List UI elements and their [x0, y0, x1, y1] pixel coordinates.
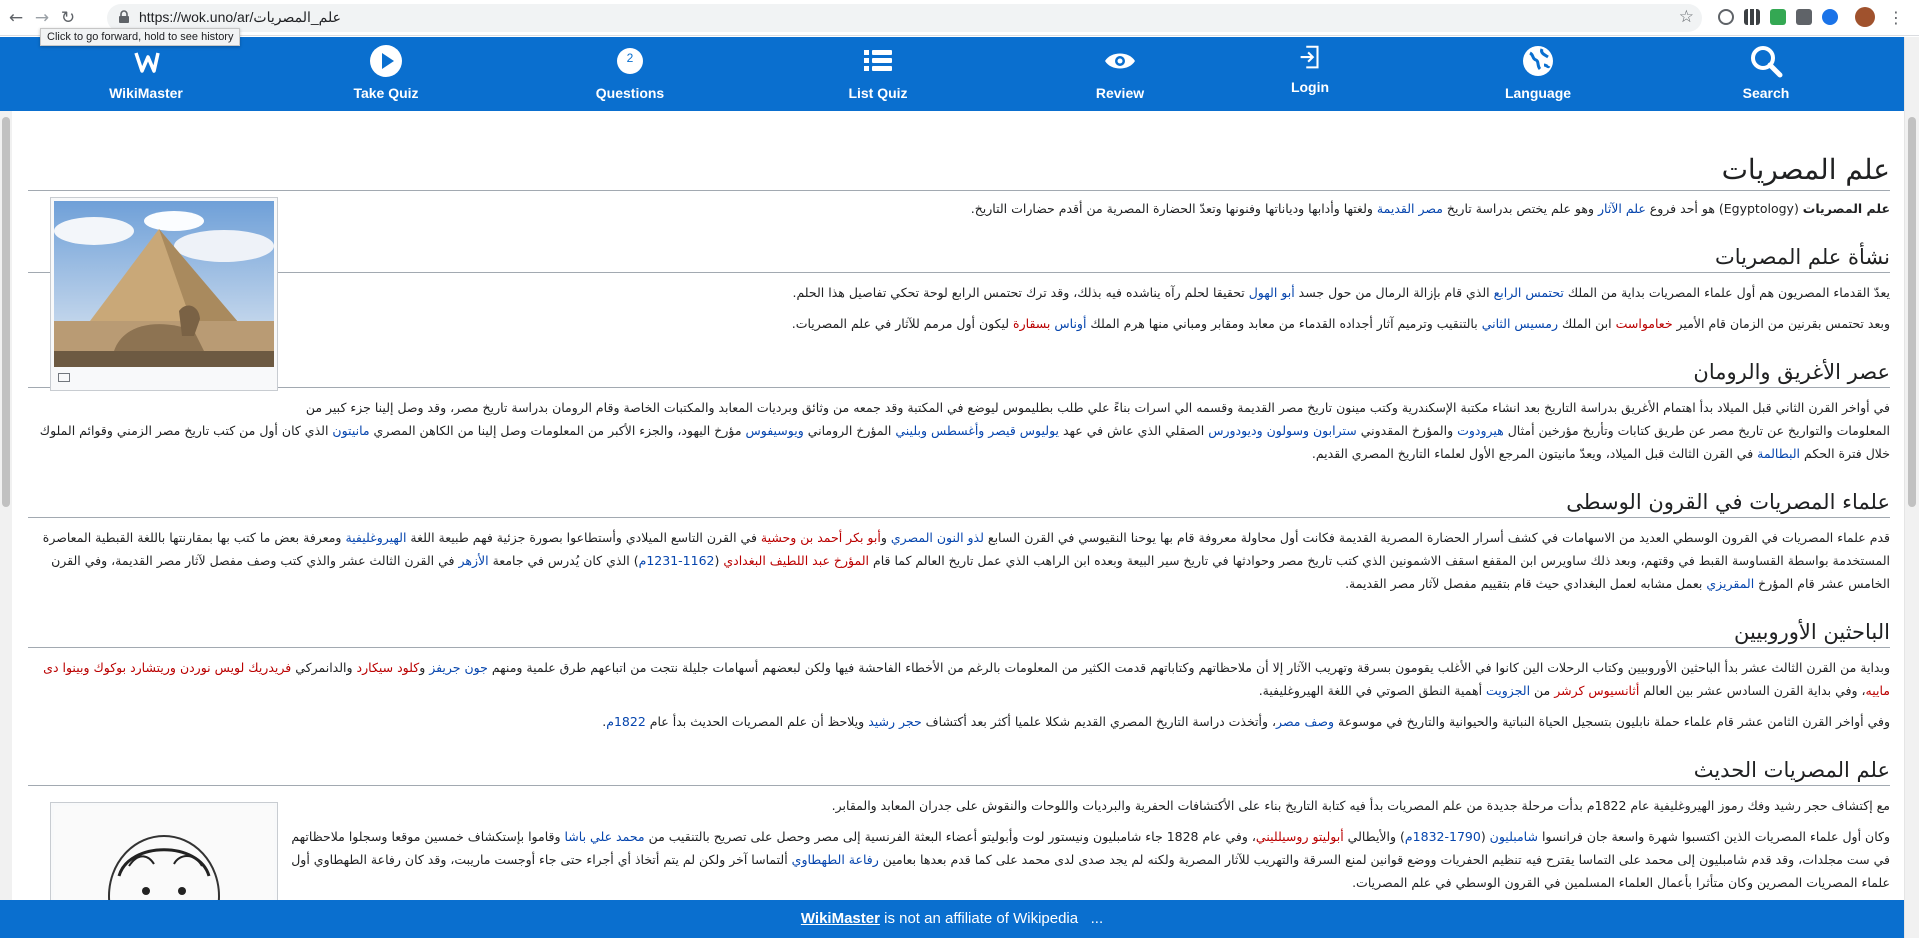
link-ancient-egypt[interactable]: مصر القديمة [1376, 201, 1443, 216]
text-span: ومعرفة بعض ما كتب بها بمقارنتها باللغة القبطية المعاصرة المستخدمة بواسطة القساوسة القبط في وقتهم، وبعد ذلك ساويرس ابن المقفع اسقف الاشمونين الذي كتب تاريخ مصر وحوادثها في تاريخ سير البيعة وبعده ابن الراهب الذي عمل تاريخ العالم كما قام [42, 530, 1890, 568]
article [28, 150, 1890, 900]
eye-icon [1102, 43, 1138, 79]
toolbar-wikimaster[interactable] [96, 37, 196, 111]
login-icon [1292, 43, 1328, 73]
text-span: في القرن التاسع الميلادي وأستطاعوا بصورة جزئية فهم طبيعة اللغة [406, 530, 761, 545]
extension-green-icon[interactable] [1770, 9, 1786, 25]
text-span: تحقيقا لحلم رآه يناشده فيه بذلك، وقد ترك تحتمس الرابع لوحة تحكي تفاصيل هذا الحلم. [792, 285, 1249, 300]
text-span: ) والأيطالي [1343, 829, 1405, 844]
profile-avatar[interactable] [1855, 7, 1875, 27]
banner-brand-link[interactable]: WikiMaster [800, 910, 880, 927]
toolbar-label: WikiMaster [109, 85, 183, 101]
address-bar[interactable] [107, 4, 1702, 32]
link-dhul-nun[interactable]: لذو النون المصري [890, 530, 984, 545]
link-description-egypt[interactable]: وصف مصر [1276, 714, 1335, 729]
text-span: وهو علم يختص بدراسة تاريخ [1442, 201, 1598, 216]
link-john-greaves[interactable]: جون جريفز [429, 660, 488, 675]
text-span: أهمية النطق الصوتي في اللغة الهيروغليفية. [1258, 683, 1487, 698]
toolbar-label: Login [1290, 79, 1330, 95]
enlarge-icon[interactable] [58, 373, 70, 382]
toolbar-label: Questions [595, 85, 665, 101]
link-herodotus[interactable]: هيرودوت [1457, 423, 1504, 438]
section-heading-origin: نشأة علم المصريات [28, 242, 1890, 273]
text-span: ( [1480, 829, 1490, 844]
forward-arrow-icon[interactable]: → [34, 8, 50, 28]
text-span: من [1530, 683, 1555, 698]
redlink-claude-sicard[interactable]: كلود سيكارد [356, 660, 420, 675]
text-span: والدانمركي [291, 660, 357, 675]
back-arrow-icon[interactable]: ← [8, 8, 24, 28]
forward-tooltip: Click to go forward, hold to see history [40, 28, 240, 46]
text-span: . [602, 714, 607, 729]
text-span: ، وفي بداية القرن السادس عشر بين العالم [1639, 683, 1866, 698]
text-span: وبعد تحتمس بقرنين من الزمان قام الأمير [1672, 316, 1890, 331]
link-strabo[interactable]: سترابون وسولون وديودورس [1208, 423, 1357, 438]
search-icon [1748, 43, 1784, 79]
europeans-paragraph-2 [28, 710, 1890, 733]
extension-icon[interactable] [1718, 9, 1734, 25]
toolbar-label: List Quiz [848, 85, 908, 101]
redlink-khaemwaset[interactable]: خعامواست [1615, 316, 1673, 331]
questions-badge: 2 [626, 51, 634, 65]
link-ramesses-ii[interactable]: رمسيس الثاني [1481, 316, 1559, 331]
text-span: وكان أول علماء المصريات الذين اكتسبوا شهرة واسعة جان فرانسوا [1537, 829, 1890, 844]
extension-blue-icon[interactable] [1822, 9, 1838, 25]
lock-icon [117, 10, 131, 24]
link-julius-caesar[interactable]: يوليوس قيصر وأغسطس وبليني [895, 423, 1060, 438]
toolbar-label: Search [1742, 85, 1790, 101]
link-jesuits[interactable]: الجزويت [1486, 683, 1531, 698]
text-span: الذي كان أول من كتب تاريخ مصر الزمني وقوائم الملوك خلال فترة الحكم [39, 423, 1890, 461]
europeans-paragraph-1 [28, 656, 1890, 702]
section-heading-modern: علم المصريات الحديث [28, 755, 1890, 786]
link-sphinx[interactable]: أبو الهول [1248, 285, 1295, 300]
toolbar-label: Review [1095, 85, 1145, 101]
section-heading-europeans: الباحثين الأوروبيين [28, 617, 1890, 648]
redlink-norden-pococke[interactable]: فريدريك لويس نوردن وريتشارد بوكوك وبينوا دى ماييه [43, 660, 1890, 698]
link-hieroglyphics[interactable]: الهيروغليفية [345, 530, 407, 545]
link-tahtawi[interactable]: رفاعة الطهطاوي [791, 852, 879, 867]
text-span: قدم علماء المصريات في القرون الوسطي العديد من الاسهامات في كشف أسرار الحضارة المصرية القديمة فكانت أول محاولة معروفة قام بها يوحنا النقيوسي في القرن السابع [983, 530, 1890, 545]
text-span: الصقلي الذي عاش في عهد [1059, 423, 1209, 438]
toolbar-take-quiz[interactable] [336, 37, 436, 111]
text-span: ليكون أول مرمم للآثار في علم المصريات. [791, 316, 1014, 331]
text-span: في القرن الثالث عشر والذي كتب وصف مفصل لآثار مصر القديمة، وفي القرن الخامس عشر قام المؤرخ [51, 553, 1890, 591]
toolbar-login[interactable] [1260, 37, 1360, 111]
scrollbar-thumb[interactable] [1908, 117, 1916, 507]
link-manetho[interactable]: مانيتون [332, 423, 370, 438]
redlink-ibn-wahshiyya[interactable]: أبو بكر أحمد بن وحشية [760, 530, 881, 545]
text-span: ويلاحظ أن علم المصريات الحديث بدأ عام [645, 714, 869, 729]
champollion-portrait-image [54, 806, 274, 900]
origin-paragraph-1 [28, 281, 1890, 304]
intro-bold: علم المصريات [1802, 201, 1890, 216]
text-span: ابن الملك [1558, 316, 1616, 331]
wikimaster-logo-icon [128, 43, 164, 79]
frame-scrollbar[interactable] [0, 111, 12, 901]
text-span: (Egyptology) هو أحد فروع [1645, 201, 1803, 216]
link-al-azhar[interactable]: الأزهر [458, 553, 489, 568]
text-span: في أواخر القرن الثاني قبل الميلاد بدأ اهتمام الأغريق بدراسة التاريخ بعد انشاء مكتبة الإسكندرية وكتب مينون تاريخ مصر القديمة وقسمه الي اسرات بناءً علي طلب بطليموس ليوضع في المكتبة وقد جمعه من وثائق وبرديات المعابد والمكتبات الخاصة وقام الرومان بدراسة تاريخ مصر، وقد وصل إلينا جزء كبير من المعلومات والتواريخ عن تاريخ مصر عن طريق كتابات وتأريخ مؤرخين أمثال [305, 400, 1890, 438]
text-span: ) الذي كان يُدرس في جامعة [488, 553, 639, 568]
text-span: في القرن الثالث قبل الميلاد، ويعدّ مانيتون المرجع الأول لعلماء التاريخ المصري القديم. [1311, 446, 1758, 461]
toolbar-label: Take Quiz [353, 85, 419, 101]
text-span: ، وفي عام 1828 جاء شامبليون ونيستور لوت وأبوليتو أعضاء البعثة الفرنسية إلى مصر وحصل على تصريح بالتنقيب من [644, 829, 1256, 844]
toolbar-language[interactable] [1488, 37, 1588, 111]
menu-dots-icon[interactable]: ⋮ [1888, 8, 1904, 27]
text-span: وفي أواخر القرن الثامن عشر قام علماء حملة نابليون بتسجيل الحياة النباتية والحيوانية والتاريخ في موسوعة [1334, 714, 1890, 729]
browser-chrome [0, 0, 1919, 36]
text-span: ( [714, 553, 724, 568]
app-toolbar [0, 37, 1904, 111]
toolbar-label: Language [1504, 85, 1572, 101]
list-icon [860, 43, 896, 79]
toolbar-list-quiz[interactable] [828, 37, 928, 111]
origin-paragraph-2 [28, 312, 1890, 335]
link-ptolemies[interactable]: البطالمة [1757, 446, 1801, 461]
play-icon [368, 43, 404, 79]
text-span: و [419, 660, 430, 675]
pyramid-thumbnail[interactable] [50, 197, 278, 391]
text-span: وقاموا بإستكشاف خمسين موقعا وسجلوا ملاحظاتهم في ست مجلدات، وقد قدم شامبليون إلى محمد على التماسا يقترح فيه تنظيم الحفريات ووضع قوانين لمنع السرقة والتهريب للآثار المصرية ولكنه لم يجد صدى لدى محمد على كما قدم بعدها بعامين [291, 829, 1890, 867]
affiliate-banner [0, 900, 1904, 938]
text-span: والمؤرخ المقدوني [1356, 423, 1458, 438]
redlink-kircher[interactable]: أثانسيوس كرشر [1554, 683, 1640, 698]
link-1822[interactable]: 1822م [606, 714, 646, 729]
text-span: وبداية من القرن الثالث عشر بدأ الباحثين الأوروبيين وكتاب الرحلات الين كانوا في الأغلب يقومون بسرقة وتهريب الآثار إلا أن ملاحظاتهم وكتاباتهم قدمت الكثير من المعلومات بالرغم من الأخطاء الفاحشة فيها ولكن لبعضهم أسهامات جليلة نتجت من اتباعهم طرق علمية ومنهم [487, 660, 1890, 675]
text-span: المؤرخ الروماني [803, 423, 896, 438]
link-rosetta-stone[interactable]: حجر رشيد [868, 714, 922, 729]
text-span: ، وأتخذت دراسة التاريخ المصري القديم شكلا علميا أكثر بعد أكتشاف [921, 714, 1277, 729]
link-josephus[interactable]: ويوسيفوس [745, 423, 804, 438]
extension-gray-icon[interactable] [1796, 9, 1812, 25]
redlink-rosellini[interactable]: أبوليتو روسيلليني [1255, 829, 1344, 844]
link-champollion[interactable]: شامبليون [1489, 829, 1538, 844]
banner-text: is not an affiliate of Wikipedia ... [879, 910, 1104, 927]
intro-paragraph [28, 197, 1890, 220]
page-scrollbar[interactable] [1904, 37, 1919, 938]
apps-grid-icon[interactable] [1744, 9, 1760, 25]
champollion-thumbnail[interactable] [50, 802, 278, 900]
link-al-maqrizi[interactable]: المقريزي [1706, 576, 1755, 591]
text-span: و [880, 530, 891, 545]
text-span: الذي قام بإزالة الرمال من حول جسد [1294, 285, 1494, 300]
url-text: https://wok.uno/ar/علم_المصريات [139, 9, 341, 25]
redlink-al-baghdadi[interactable]: المؤرخ عبد اللطيف البغدادي [723, 553, 869, 568]
toolbar-review[interactable] [1070, 37, 1170, 111]
text-span: يعدّ القدماء المصريون هم أول علماء المصريات بداية من الملك [1563, 285, 1890, 300]
page-title: علم المصريات [28, 150, 1890, 191]
section-heading-middle-ages: علماء المصريات في القرون الوسطى [28, 487, 1890, 518]
toolbar-questions[interactable] [580, 37, 680, 111]
text-span: مؤرخ اليهود، والجزء الأكبر من المعلومات وصل إلينا من الكاهن المصري [369, 423, 746, 438]
bookmark-star-icon[interactable]: ☆ [1678, 7, 1694, 27]
text-span: بالتنقيب وترميم آثار أجداده القدماء من معابد ومقابر ومباني منها هرم الملك [1086, 316, 1482, 331]
modern-paragraph-2 [28, 825, 1890, 894]
modern-paragraph-1: مع إكتشاف حجر رشيد وفك رموز الهيروغليفية عام 1822م بدأت مرحلة جديدة من علم المصريات بدأ فيه كتابة التاريخ بناء على الأكتشافات الحفرية والبرديات واللوحات والنقوش على جدران المعابد والمقابر. [831, 798, 1890, 813]
link-muhammad-ali[interactable]: محمد علي باشا [564, 829, 645, 844]
toolbar-search[interactable] [1716, 37, 1816, 111]
redlink-saqqara[interactable]: بسقارة [1013, 316, 1051, 331]
link-dates[interactable]: 1162-1231م [638, 553, 715, 568]
text-span: ولغتها وأدابها ودياناتها وفنونها وتعدّ الحضارة المصرية من أقدم حضارات التاريخ. [970, 201, 1377, 216]
frame-scrollbar-thumb[interactable] [2, 117, 10, 507]
link-unas[interactable]: أوناس [1054, 316, 1087, 331]
text-span: ألتماسا آخر ولكن لم يتم أتخاذ أي أجراء حتى جاء أوجست ماريبت، وقد كان رفاعة الطهطاوي أول علماء المصريات المصرين وكان متأثرا بأعمال العلماء المسلمين في القرون الوسطي في علم المصريات. [291, 852, 1890, 890]
section-heading-greek-roman: عصر الأغريق والرومان [28, 357, 1890, 388]
link-archaeology[interactable]: علم الآثار [1597, 201, 1646, 216]
reload-icon[interactable]: ↻ [60, 8, 76, 28]
globe-icon [1520, 43, 1556, 79]
text-span: بعمل مشابه لعمل البغدادي حيث قام بتقييم مفصل لآثار مصر القديمة. [1345, 576, 1707, 591]
middle-ages-paragraph [28, 526, 1890, 595]
link-champollion-dates[interactable]: 1790-1832م [1404, 829, 1481, 844]
greek-roman-paragraph [28, 396, 1890, 465]
pyramid-sphinx-image [54, 201, 274, 367]
link-thutmose-iv[interactable]: تحتمس الرابع [1493, 285, 1564, 300]
